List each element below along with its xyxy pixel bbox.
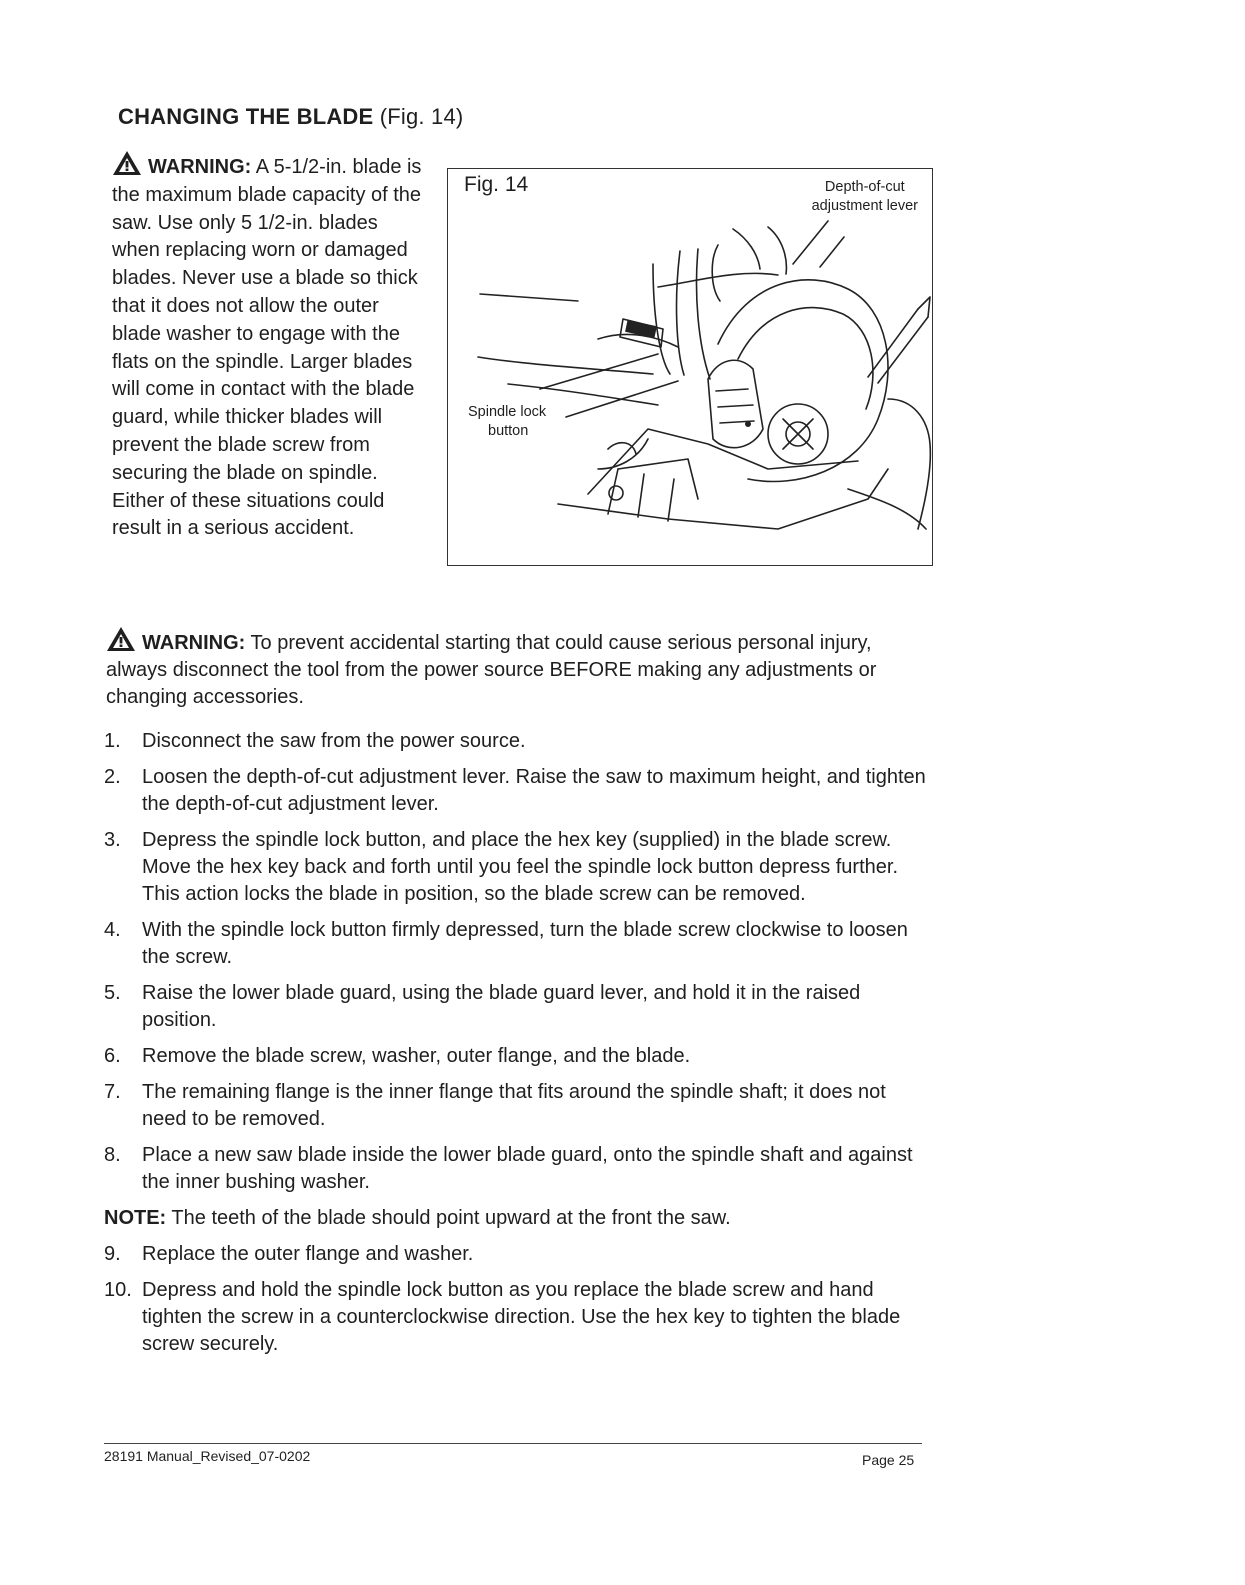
footer-document-id: 28191 Manual_Revised_07-0202: [104, 1448, 311, 1464]
step-1: 1. Disconnect the saw from the power source.: [104, 730, 526, 752]
warning-label: WARNING:: [142, 632, 246, 654]
step-10: 10. Depress and hold the spindle lock button as you replace the blade screw and hand tighten the screw in a counterclockwise direction. Use the hex key to tighten the blade screw securely.: [104, 1279, 901, 1355]
step-5: 5. Raise the lower blade guard, using the blade guard lever, and hold it in the raised position.: [104, 982, 861, 1031]
footer-page-number: Page 25: [862, 1452, 915, 1468]
callout-spindle-line2: button: [488, 423, 529, 439]
figure-14: [447, 168, 933, 566]
section-title-figure-ref: (Fig. 14): [379, 104, 464, 129]
note: [104, 1205, 934, 1232]
step-2: 2. Loosen the depth-of-cut adjustment lever. Raise the saw to maximum height, and tighten the depth-of-cut adjustment lever.: [104, 766, 926, 815]
step-6: 6. Remove the blade screw, washer, outer flange, and the blade.: [104, 1045, 691, 1067]
callout-depth-line2: adjustment lever: [811, 198, 918, 214]
section-title: [118, 104, 463, 130]
warning-text: A 5-1/2-in. blade is the maximum blade capacity of the saw. Use only 5 1/2-in. blades when replacing worn or damaged blades. Never use a blade so thick that it does not allow the outer blade washer to engage with the flats on the spindle. Larger blades will come in contact with the blade guard, while thicker blades will prevent the blade screw from securing the blade on spindle. Either of these situations could result in a serious accident.: [112, 156, 422, 540]
figure-label: Fig. 14: [464, 173, 529, 196]
step-3: 3. Depress the spindle lock button, and place the hex key (supplied) in the blade screw. Move the hex key back and forth until you feel the spindle lock button depress further. This action locks the blade in position, so the blade screw can be removed.: [104, 829, 899, 905]
step-8: 8. Place a new saw blade inside the lower blade guard, onto the spindle shaft and against the inner bushing washer.: [104, 1144, 913, 1193]
warning-disconnect-power: [106, 626, 916, 711]
step-4: 4. With the spindle lock button firmly depressed, turn the blade screw clockwise to loosen the screw.: [104, 919, 908, 968]
footer-rule: [104, 1443, 922, 1444]
step-9: 9. Replace the outer flange and washer.: [104, 1243, 474, 1265]
callout-spindle-line1: Spindle lock: [468, 404, 547, 420]
note-label: NOTE:: [104, 1207, 167, 1229]
step-7: 7. The remaining flange is the inner flange that fits around the spindle shaft; it does not need to be removed.: [104, 1081, 886, 1130]
warning-text: To prevent accidental starting that could cause serious personal injury, always disconnect the tool from the power source BEFORE making any adjustments or changing accessories.: [106, 632, 877, 708]
callout-depth-line1: Depth-of-cut: [824, 179, 905, 195]
circular-saw-illustration: [448, 169, 934, 567]
warning-label: WARNING:: [148, 156, 252, 178]
note-text: The teeth of the blade should point upward at the front the saw.: [171, 1207, 731, 1229]
warning-blade-capacity: [112, 150, 422, 543]
callout-spindle-lock-button: [468, 403, 546, 441]
warning-triangle-icon: [112, 150, 142, 176]
section-title-bold: CHANGING THE BLADE: [118, 104, 374, 129]
callout-depth-of-cut-lever: [812, 178, 918, 216]
warning-triangle-icon: [106, 626, 136, 652]
blade-change-steps: [104, 728, 934, 1367]
